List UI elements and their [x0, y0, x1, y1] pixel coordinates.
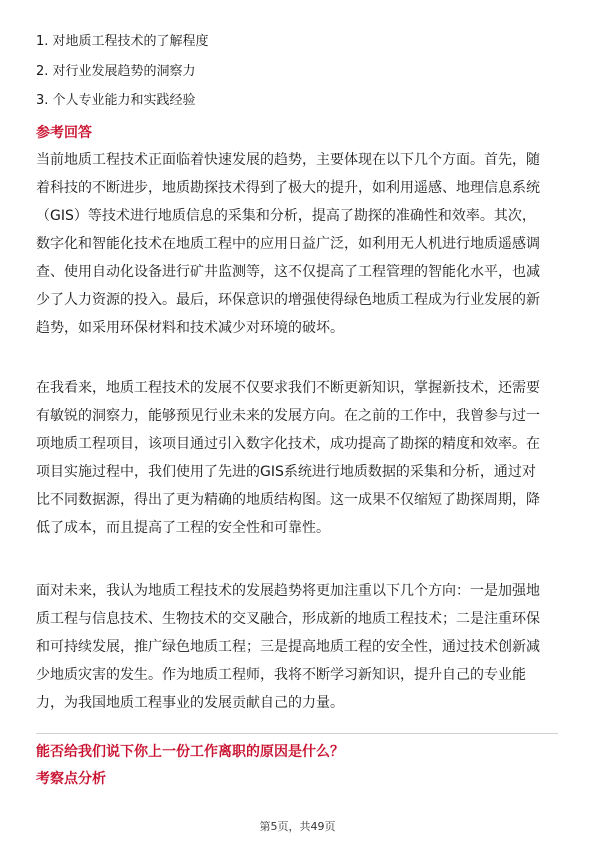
list-item: 2. 对行业发展趋势的洞察力 [36, 64, 196, 79]
text-line: 少了人力资源的投入。最后，环保意识的增强使得绿色地质工程成为行业发展的新 [36, 292, 540, 308]
text-line: 质工程与信息技术、生物技术的交叉融合，形成新的地质工程技术；二是注重环保 [36, 611, 540, 627]
text-line: 比不同数据源，得出了更为精确的地质结构图。这一成果不仅缩短了勘探周期，降 [36, 492, 540, 508]
text-line: 着科技的不断进步，地质勘探技术得到了极大的提升，如利用遥感、地理信息系统 [36, 180, 540, 196]
text-line: 低了成本，而且提高了工程的安全性和可靠性。 [36, 520, 330, 536]
text-line: 面对未来，我认为地质工程技术的发展趋势将更加注重以下几个方向：一是加强地 [36, 583, 540, 599]
page-number-footer: 第5页，共49页 [259, 820, 336, 833]
text-line: 查、使用自动化设备进行矿井监测等，这不仅提高了工程管理的智能化水平，也减 [36, 264, 540, 280]
list-item: 3. 个人专业能力和实践经验 [36, 93, 196, 108]
answer-heading: 参考回答 [36, 125, 92, 141]
next-question-heading: 能否给我们说下你上一份工作离职的原因是什么？ [36, 744, 344, 760]
answer-paragraph-2 [36, 374, 558, 542]
text-line: 项目实施过程中，我们使用了先进的GIS系统进行地质数据的采集和分析，通过对 [36, 464, 536, 480]
text-line: 趋势，如采用环保材料和技术减少对环境的破坏。 [36, 320, 344, 336]
text-line: 数字化和智能化技术在地质工程中的应用日益广泛，如利用无人机进行地质遥感调 [36, 236, 540, 252]
text-line: （GIS）等技术进行地质信息的采集和分析，提高了勘探的准确性和效率。其次， [36, 208, 536, 224]
text-line: 当前地质工程技术正面临着快速发展的趋势，主要体现在以下几个方面。首先，随 [36, 152, 540, 168]
text-line: 项地质工程项目，该项目通过引入数字化技术，成功提高了勘探的精度和效率。在 [36, 436, 540, 452]
text-line: 在我看来，地质工程技术的发展不仅要求我们不断更新知识，掌握新技术，还需要 [36, 380, 540, 396]
answer-paragraph-1 [36, 146, 558, 342]
text-line: 和可持续发展，推广绿色地质工程；三是提高地质工程的安全性，通过技术创新减 [36, 639, 540, 655]
answer-paragraph-3 [36, 577, 558, 717]
text-line: 少地质灾害的发生。作为地质工程师，我将不断学习新知识，提升自己的专业能 [36, 667, 526, 683]
text-line: 有敏锐的洞察力，能够预见行业未来的发展方向。在之前的工作中，我曾参与过一 [36, 408, 540, 424]
section-divider [36, 733, 558, 734]
text-line: 力，为我国地质工程事业的发展贡献自己的力量。 [36, 695, 344, 711]
list-item: 1. 对地质工程技术的了解程度 [36, 34, 209, 49]
analysis-heading: 考察点分析 [36, 771, 106, 787]
